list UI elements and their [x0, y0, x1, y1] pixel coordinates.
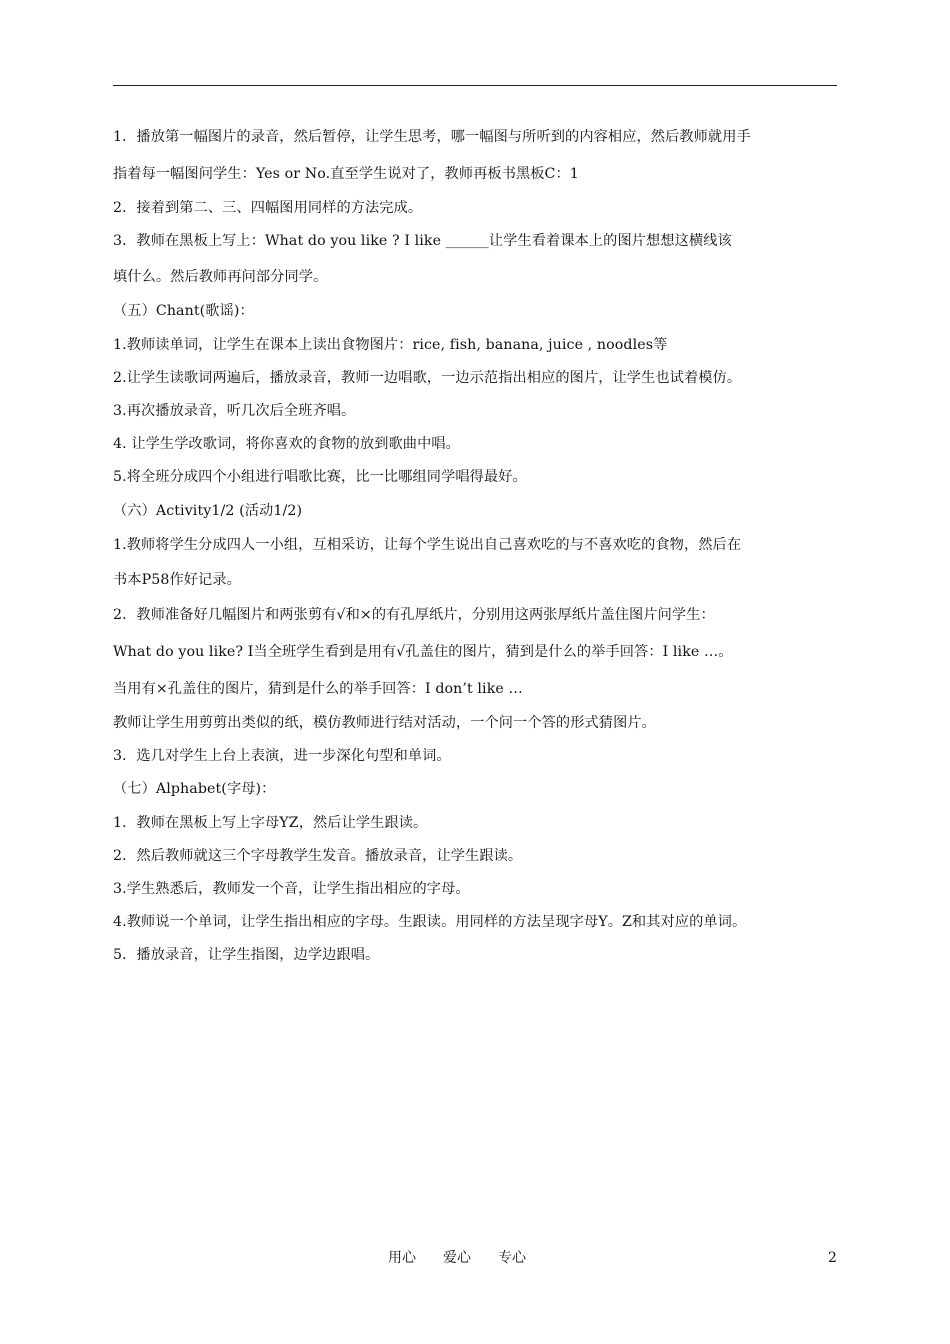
text-line: 当用有×孔盖住的图片，猜到是什么的举手回答：I don’t like …	[113, 681, 523, 697]
text-line: 1.教师读单词，让学生在课本上读出食物图片：rice, fish, banana, juice , noodles等	[113, 337, 668, 353]
text-line: 书本P58作好记录。	[113, 572, 241, 588]
text-line: 3．教师在黑板上写上：What do you like ? I like ______让学生看着课本上的图片想想这横线该	[113, 233, 732, 249]
text-line: 4. 让学生学改歌词，将你喜欢的食物的放到歌曲中唱。	[113, 436, 460, 452]
text-line: 2.让学生读歌词两遍后，播放录音，教师一边唱歌，一边示范指出相应的图片，让学生也试着模仿。	[113, 370, 742, 386]
text-line: 1．播放第一幅图片的录音，然后暂停，让学生思考，哪一幅图与所听到的内容相应，然后教师就用手	[113, 129, 751, 145]
header-rule	[113, 85, 837, 86]
footer-word: 用心	[388, 1250, 416, 1266]
text-line: 4.教师说一个单词，让学生指出相应的字母。生跟读。用同样的方法呈现字母Y。Z和其对应的单词。	[113, 914, 747, 930]
text-line: 填什么。然后教师再问部分同学。	[113, 269, 328, 285]
footer-word: 爱心	[443, 1250, 471, 1266]
text-line: 2．接着到第二、三、四幅图用同样的方法完成。	[113, 200, 423, 216]
text-line: 教师让学生用剪剪出类似的纸，模仿教师进行结对活动，一个问一个答的形式猜图片。	[113, 715, 656, 731]
section-heading: （六）Activity1/2 (活动1/2)	[113, 503, 303, 519]
text-line: 3.再次播放录音，听几次后全班齐唱。	[113, 403, 356, 419]
section-heading: （七）Alphabet(字母)：	[113, 781, 276, 797]
text-line: 5.将全班分成四个小组进行唱歌比赛，比一比哪组同学唱得最好。	[113, 469, 527, 485]
text-line: 3.学生熟悉后，教师发一个音，让学生指出相应的字母。	[113, 881, 470, 897]
footer-word: 专心	[498, 1250, 526, 1266]
text-line: What do you like? I当全班学生看到是用有√孔盖住的图片，猜到是什么的举手回答：I like …。	[113, 644, 733, 660]
footer-motto	[388, 1249, 553, 1267]
text-line: 5．播放录音，让学生指图，边学边跟唱。	[113, 947, 380, 963]
text-line: 3．选几对学生上台上表演，进一步深化句型和单词。	[113, 748, 451, 764]
text-line: 2．然后教师就这三个字母教学生发音。播放录音，让学生跟读。	[113, 848, 523, 864]
page-number: 2	[828, 1250, 837, 1266]
text-line: 指着每一幅图问学生：Yes or No.直至学生说对了，教师再板书黑板C：1	[113, 166, 579, 182]
section-heading: （五）Chant(歌谣)：	[113, 303, 254, 319]
text-line: 1.教师将学生分成四人一小组，互相采访，让每个学生说出自己喜欢吃的与不喜欢吃的食物，然后在	[113, 537, 742, 553]
text-line: 2．教师准备好几幅图片和两张剪有√和×的有孔厚纸片，分别用这两张厚纸片盖住图片问学生：	[113, 607, 715, 623]
text-line: 1．教师在黑板上写上字母YZ，然后让学生跟读。	[113, 815, 428, 831]
